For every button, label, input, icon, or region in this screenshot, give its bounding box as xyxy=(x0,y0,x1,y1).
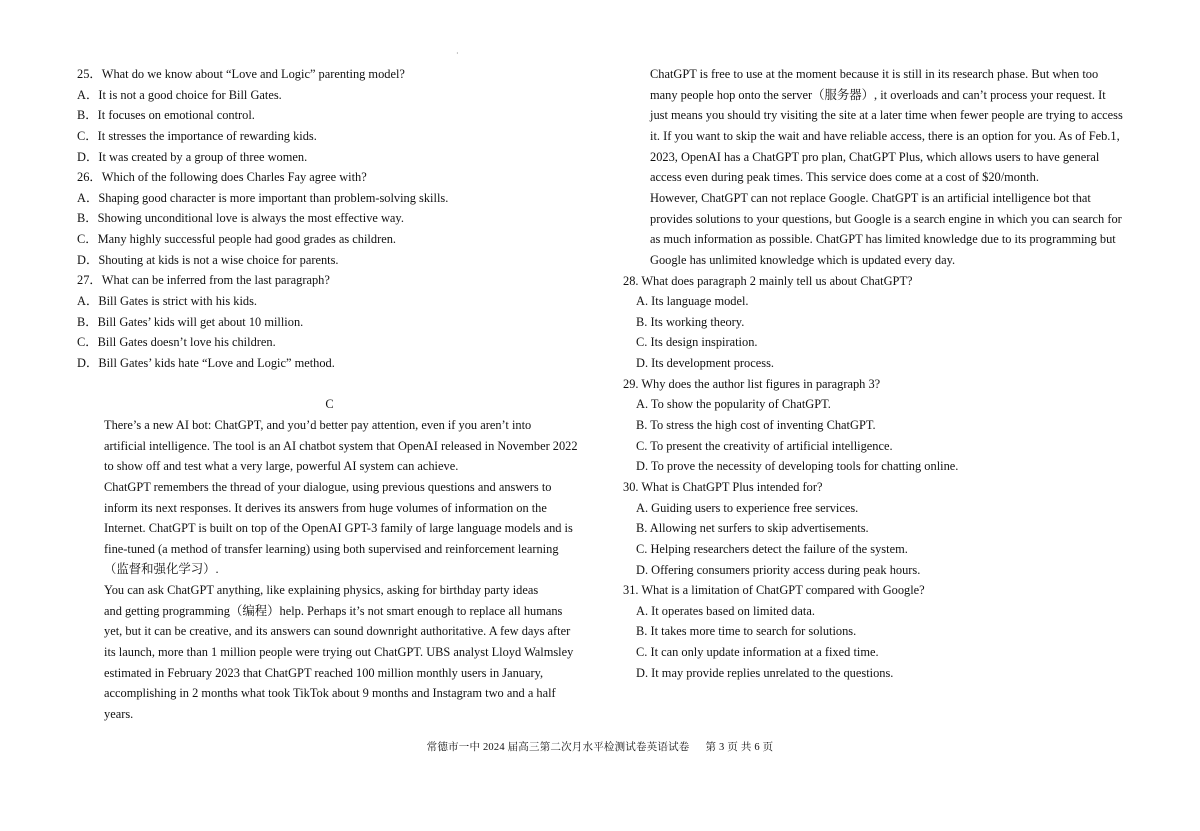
paragraph-line: There’s a new AI bot: ChatGPT, and you’d better pay attention, even if you aren’t into xyxy=(104,417,532,432)
answer-option: D．Shouting at kids is not a wise choice for parents. xyxy=(77,252,339,267)
question-stem: 27．What can be inferred from the last paragraph? xyxy=(77,273,330,288)
paragraph-line: Internet. ChatGPT is built on top of the OpenAI GPT-3 family of large language models and is xyxy=(104,521,573,536)
answer-option: A. Its language model. xyxy=(636,294,749,309)
question-stem: 28. What does paragraph 2 mainly tell us about ChatGPT? xyxy=(623,273,913,288)
answer-option: A. It operates based on limited data. xyxy=(636,603,815,618)
question-stem: 25．What do we know about “Love and Logic” parenting model? xyxy=(77,67,405,81)
paragraph-line: accomplishing in 2 months what took TikTok about 9 months and Instagram two and a half xyxy=(104,686,556,701)
answer-option: A．Bill Gates is strict with his kids. xyxy=(77,294,258,309)
passage-paragraph xyxy=(623,188,1123,271)
paragraph-line: many people hop onto the server（服务器）, it overloads and can’t process your request. It xyxy=(650,87,1106,102)
exam-title: 常德市一中 2024 届高三第二次月水平检测试卷英语试卷 xyxy=(426,742,690,753)
paragraph-line: ChatGPT is free to use at the moment because it is still in its research phase. But when too xyxy=(650,67,1099,81)
reading-b-questions xyxy=(77,64,582,374)
scan-dot-mark: · xyxy=(456,49,459,58)
reading-c-questions xyxy=(623,271,1123,684)
answer-option: B. To stress the high cost of inventing ChatGPT. xyxy=(636,418,876,433)
paragraph-line: to show off and test what a very large, powerful AI system can achieve. xyxy=(104,459,459,474)
paragraph-line: （监督和强化学习）. xyxy=(104,562,219,577)
answer-option: A. To show the popularity of ChatGPT. xyxy=(636,397,831,412)
answer-option: A．Shaping good character is more important than problem-solving skills. xyxy=(77,190,449,205)
question-stem: 30. What is ChatGPT Plus intended for? xyxy=(623,479,823,494)
answer-option: D．Bill Gates’ kids hate “Love and Logic” method. xyxy=(77,355,335,370)
paragraph-line: 2023, OpenAI has a ChatGPT pro plan, ChatGPT Plus, which allows users to have general xyxy=(650,149,1100,164)
passage-paragraph xyxy=(77,580,582,725)
paragraph-line: fine-tuned (a method of transfer learning) using both supervised and reinforcement learning xyxy=(104,541,559,556)
paragraph-line: inform its next responses. It derives its answers from huge volumes of information on the xyxy=(104,500,547,515)
answer-option: D. Offering consumers priority access during peak hours. xyxy=(636,562,921,577)
paragraph-line: provides solutions to your questions, but Google is a search engine in which you can search for xyxy=(650,211,1122,226)
answer-option: C．Bill Gates doesn’t love his children. xyxy=(77,335,276,350)
blank-line xyxy=(77,374,582,395)
page-number: 第 3 页 共 6 页 xyxy=(705,742,774,753)
answer-option: B. Allowing net surfers to skip advertisements. xyxy=(636,521,869,536)
question-stem: 29. Why does the author list figures in paragraph 3? xyxy=(623,376,881,391)
answer-option: C. Its design inspiration. xyxy=(636,335,758,350)
passage-paragraph xyxy=(77,477,582,580)
answer-option: B. It takes more time to search for solutions. xyxy=(636,624,857,639)
paragraph-line: You can ask ChatGPT anything, like explaining physics, asking for birthday party ideas xyxy=(104,583,539,598)
answer-option: D. To prove the necessity of developing tools for chatting online. xyxy=(636,459,959,474)
answer-option: B．It focuses on emotional control. xyxy=(77,108,255,123)
passage-c-left xyxy=(77,415,582,725)
answer-option: C. Helping researchers detect the failure of the system. xyxy=(636,541,908,556)
question-stem: 26．Which of the following does Charles Fay agree with? xyxy=(77,170,367,185)
paragraph-line: it. If you want to skip the wait and have reliable access, there is an option for you. As of Feb.1, xyxy=(650,128,1120,143)
section-heading-c: C xyxy=(325,397,334,412)
paragraph-line: ChatGPT remembers the thread of your dialogue, using previous questions and answers to xyxy=(104,479,552,494)
question-stem: 31. What is a limitation of ChatGPT compared with Google? xyxy=(623,583,925,598)
paragraph-line: artificial intelligence. The tool is an AI chatbot system that OpenAI released in November 2022 xyxy=(104,438,578,453)
answer-option: B．Bill Gates’ kids will get about 10 million. xyxy=(77,314,304,329)
answer-option: C. To present the creativity of artificial intelligence. xyxy=(636,438,893,453)
answer-option: B. Its working theory. xyxy=(636,314,745,329)
answer-option: C．Many highly successful people had good grades as children. xyxy=(77,232,396,247)
right-column xyxy=(623,64,1123,683)
answer-option: C. It can only update information at a fixed time. xyxy=(636,645,879,660)
paragraph-line: yet, but it can be creative, and its answers can sound downright authoritative. A few days after xyxy=(104,624,571,639)
paragraph-line: and getting programming（编程）help. Perhaps it’s not smart enough to replace all humans xyxy=(104,603,563,618)
passage-paragraph xyxy=(77,415,582,477)
answer-option: C．It stresses the importance of rewarding kids. xyxy=(77,128,317,143)
left-column xyxy=(77,64,582,725)
answer-option: A. Guiding users to experience free services. xyxy=(636,500,859,515)
paragraph-line: as much information as possible. ChatGPT has limited knowledge due to its programming but xyxy=(650,232,1116,247)
passage-paragraph xyxy=(623,64,1123,188)
page-footer xyxy=(0,739,1200,754)
answer-option: D．It was created by a group of three women. xyxy=(77,149,308,164)
answer-option: B．Showing unconditional love is always the most effective way. xyxy=(77,211,404,226)
paragraph-line: years. xyxy=(104,707,134,722)
answer-option: D. It may provide replies unrelated to the questions. xyxy=(636,665,894,680)
paragraph-line: estimated in February 2023 that ChatGPT reached 100 million monthly users in January, xyxy=(104,665,544,680)
answer-option: D. Its development process. xyxy=(636,356,774,371)
paragraph-line: its launch, more than 1 million people were trying out ChatGPT. UBS analyst Lloyd Walmsley xyxy=(104,645,574,660)
paragraph-line: just means you should try visiting the site at a later time when fewer people are trying to access xyxy=(650,108,1123,123)
paragraph-line: access even during peak times. This service does come at a cost of $20/month. xyxy=(650,170,1039,185)
paragraph-line: However, ChatGPT can not replace Google. ChatGPT is an artificial intelligence bot that xyxy=(650,190,1091,205)
passage-c-right xyxy=(623,64,1123,271)
paragraph-line: Google has unlimited knowledge which is updated every day. xyxy=(650,252,956,267)
answer-option: A．It is not a good choice for Bill Gates. xyxy=(77,87,282,102)
